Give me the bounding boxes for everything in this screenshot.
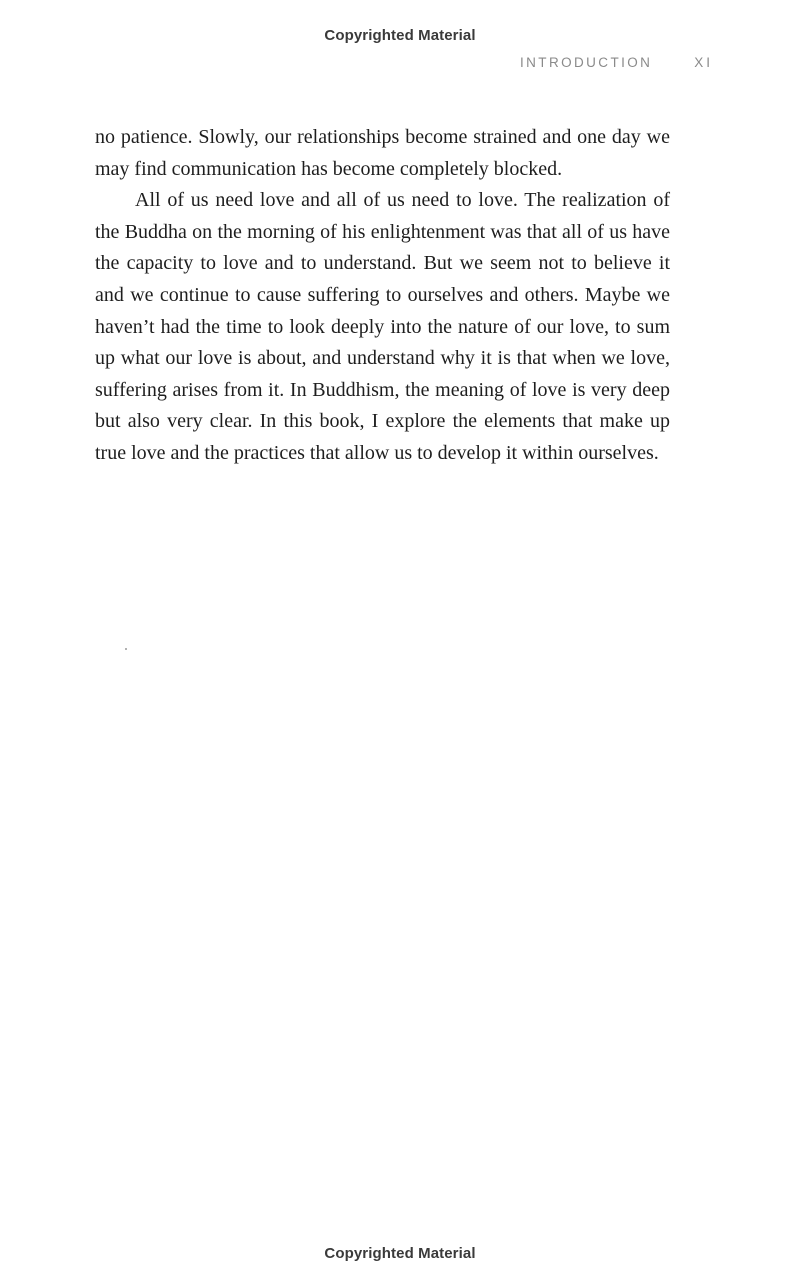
page-number: XI xyxy=(694,55,713,70)
copyright-watermark-bottom: Copyrighted Material xyxy=(324,1245,476,1262)
running-head xyxy=(470,55,715,75)
body-text xyxy=(95,122,670,470)
scan-speck xyxy=(125,648,127,650)
running-head-section: INTRODUCTION xyxy=(520,55,653,70)
paragraph: All of us need love and all of us need to love. The realization of the Buddha on the morning of his enlightenment was that all of us have the capacity to love and to understand. But we seem not to believe it and we continue to cause suffering to ourselves and others. Maybe we haven’t had the time to look deeply into the nature of our love, to sum up what our love is about, and understand why it is that when we love, suffering arises from it. In Buddhism, the meaning of love is very deep but also very clear. In this book, I explore the elements that make up true love and the practices that allow us to develop it within ourselves. xyxy=(95,189,670,464)
copyright-watermark-top: Copyrighted Material xyxy=(324,27,476,44)
paragraph-continued: no patience. Slowly, our relationships become strained and one day we may find communication has become completely blocked. xyxy=(95,126,670,180)
